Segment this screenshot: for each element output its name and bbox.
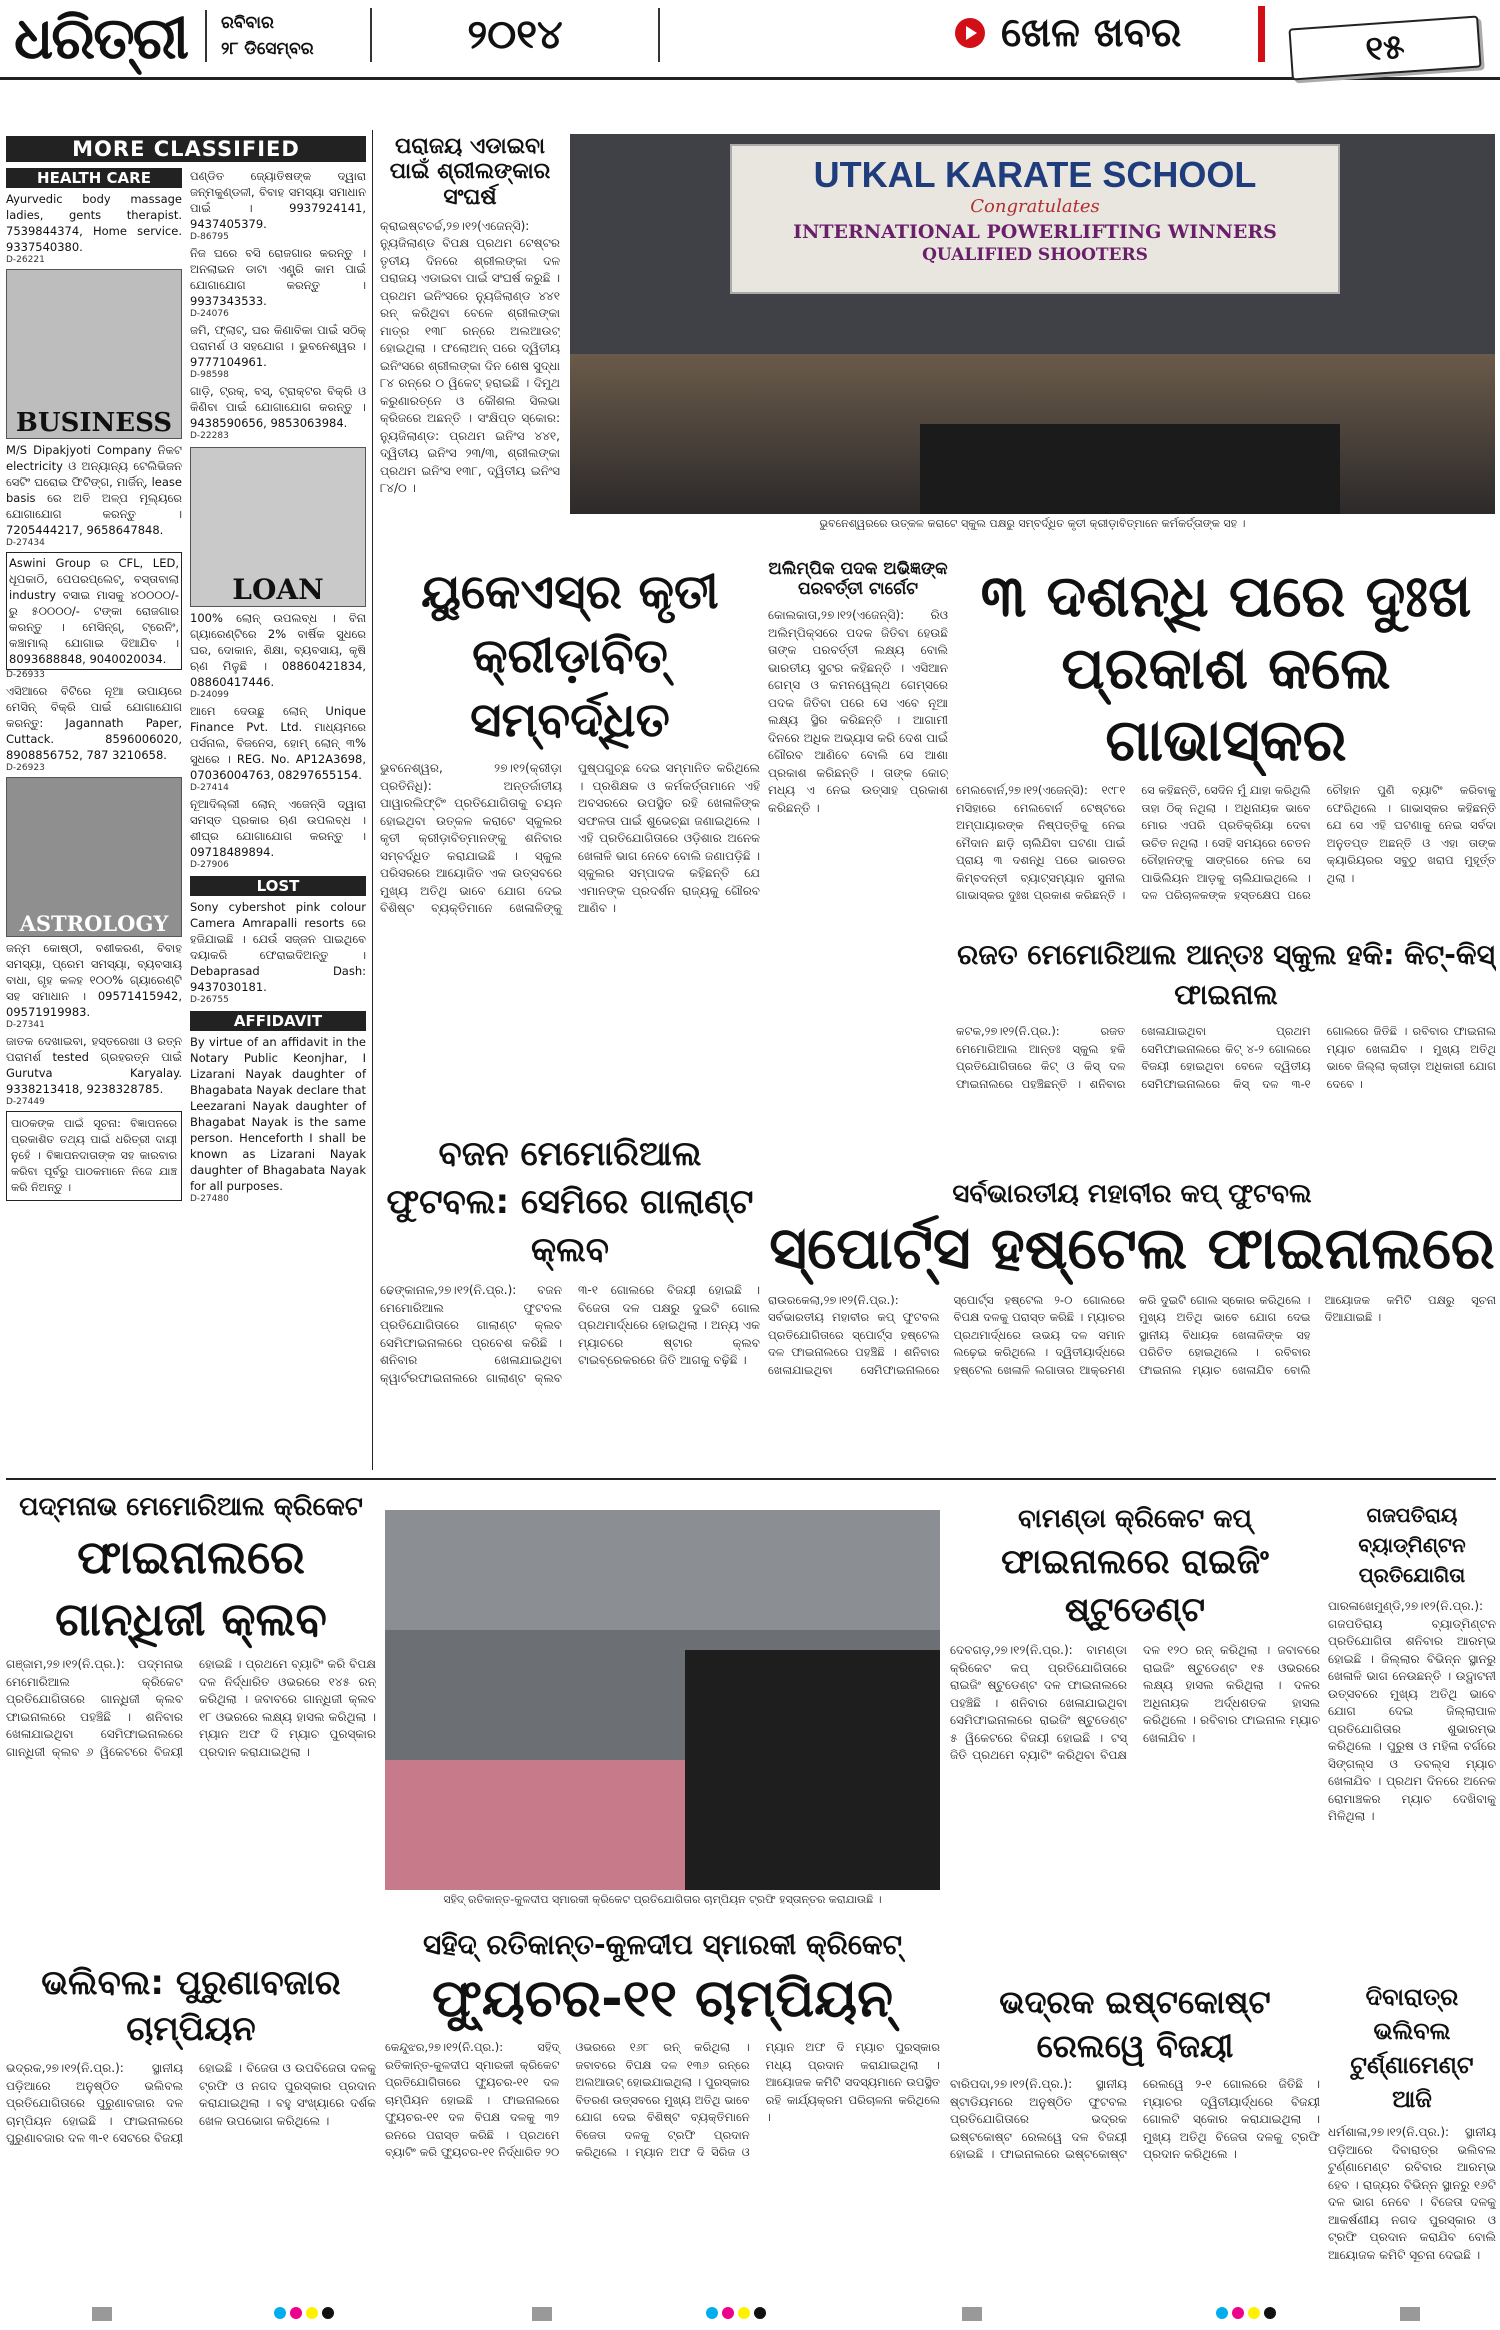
- print-registration-strip: [0, 2296, 1500, 2330]
- article-rajat: [956, 935, 1496, 1175]
- ad-code: D-26923: [6, 763, 45, 773]
- section-rule: [6, 1478, 1496, 1480]
- article-body: ଦେବଗଡ଼,୨୭।୧୨(ନି.ପ୍ର.): ବାମଣ୍ଡା କ୍ରିକେଟ କପ୍ ପ୍ରତିଯୋଗିତାରେ ରାଇଜିଂ ଷ୍ଟୁଡେଣ୍ଟ ଦଳ ଫାଇନାଲରେ ପହଞ୍ଚିଛି । ଶନିବାର ଖେଳାଯାଇଥିବା ସେମିଫାଇନାଲରେ ରାଇଜିଂ ଷ୍ଟୁଡେଣ୍ଟ ୫ ୱିକେଟରେ ବିଜୟୀ ହୋଇଛି । ଟସ୍ ଜିତି ପ୍ରଥମେ ବ୍ୟାଟିଂ କରିଥିବା ବିପକ୍ଷ ଦଳ ୧୨୦ ରନ୍ କରିଥିଲା । ଜବାବରେ ରାଇଜିଂ ଷ୍ଟୁଡେଣ୍ଟ ୧୫ ଓଭରରେ ଲକ୍ଷ୍ୟ ହାସଲ କରିଥିଲା । ଦଳର ଅଧିନାୟକ ଅର୍ଦ୍ଧଶତକ ହାସଲ କରିଥିଲେ । ରବିବାର ଫାଇନାଲ ମ୍ୟାଚ ଖେଳାଯିବ ।: [950, 1643, 1320, 1762]
- day-label: ରବିବାର: [221, 13, 274, 33]
- article-olympic: [768, 560, 948, 990]
- misc-ad: ଗାଡ଼ି, ଟ୍ରକ୍, ବସ୍, ଟ୍ରାକ୍ଟର ବିକ୍ରି ଓ କିଣିବା ପାଇଁ ଯୋଗାଯୋଗ କରନ୍ତୁ । 9438590656, 9853063984.: [190, 384, 366, 430]
- article-dibaratri: [1328, 1980, 1496, 2290]
- business-ad-image: [6, 269, 182, 439]
- cyan-dot-icon: [1216, 2307, 1228, 2319]
- loan-label: LOAN: [232, 573, 324, 606]
- registration-block: [1400, 2307, 1420, 2321]
- magenta-dot-icon: [722, 2307, 734, 2319]
- banner-congrats: Congratulates: [970, 196, 1100, 217]
- headline: ଫାଇନାଲରେ ରାଇଜିଂ ଷ୍ଟୁଡେଣ୍ଟ: [1001, 1542, 1269, 1630]
- headline: ପରାଜୟ ଏଡାଇବା ପାଇଁ ଶ୍ରୀଲଙ୍କାର ସଂଘର୍ଷ: [389, 134, 551, 210]
- kicker: ବାମଣ୍ଡା କ୍ରିକେଟ କପ୍: [1018, 1504, 1252, 1534]
- article-body: ଢେଙ୍କାନାଳ,୨୭।୧୨(ନି.ପ୍ର.): ବଜନ ମେମୋରିଆଲ ଫୁଟବଲ ପ୍ରତିଯୋଗିତାରେ ଗାଲାଣ୍ଟ କ୍ଲବ ସେମିଫାଇନାଲରେ ପ୍ରବେଶ କରିଛି । ଶନିବାର ଖେଳାଯାଇଥିବା କ୍ୱାର୍ଟରଫାଇନାଲରେ ଗାଲାଣ୍ଟ କ୍ଲବ ୩-୧ ଗୋଲରେ ବିଜୟୀ ହୋଇଛି । ବିଜେତା ଦଳ ପକ୍ଷରୁ ଦୁଇଟି ଗୋଲ ପ୍ରଥମାର୍ଦ୍ଧରେ ହୋଇଥିଲା । ଅନ୍ୟ ଏକ ମ୍ୟାଚରେ ଷ୍ଟାର କ୍ଲବ ଟାଇବ୍ରେକରରେ ଜିତି ଆଗକୁ ବଢ଼ିଛି ।: [380, 1283, 760, 1385]
- classified-header: [6, 136, 366, 162]
- article-bhadrak: [950, 1980, 1320, 2290]
- yellow-dot-icon: [306, 2307, 318, 2319]
- misc-ad: ନିଜ ଘରେ ବସି ରୋଜଗାର କରନ୍ତୁ । ଅନଲାଇନ ଡାଟା ଏଣ୍ଟ୍ରି କାମ ପାଇଁ ଯୋଗାଯୋଗ କରନ୍ତୁ । 9937343533.: [190, 246, 366, 308]
- magenta-dot-icon: [290, 2307, 302, 2319]
- magenta-dot-icon: [1232, 2307, 1244, 2319]
- article-gavaskar: [956, 560, 1496, 910]
- black-dot-icon: [1264, 2307, 1276, 2319]
- article-gajapati: [1328, 1500, 1496, 1970]
- aswini-ad: Aswini Group ର CFL, LED, ଧୂପକାଠି, ପେପରପ୍ଲେଟ୍, ବସ୍ତାବାଲା industry ବସାଇ ମାସକୁ ୪୦୦୦୦/- ରୁ ୫୦୦୦୦/- ଟଙ୍କା ରୋଜଗାର କରନ୍ତୁ । ମେସିନ୍ଗ୍, ଟ୍ରେନିଂ, କଞ୍ଚାମାଲ୍ ଯୋଗାଇ ଦିଆଯିବ । 8093688848, 9040020034.: [6, 552, 182, 670]
- article-body: କଟକ,୨୭।୧୨(ନି.ପ୍ର.): ରଜତ ମେମୋରିଆଲ ଆନ୍ତଃ ସ୍କୁଲ ହକି ପ୍ରତିଯୋଗିତାରେ କିଟ୍ ଓ କିସ୍ ଦଳ ଫାଇନାଲରେ ପହଞ୍ଚିଛନ୍ତି । ଶନିବାର ଖେଳାଯାଇଥିବା ପ୍ରଥମ ସେମିଫାଇନାଲରେ କିଟ୍ ୪-୨ ଗୋଲରେ ବିଜୟୀ ହୋଇଥିବା ବେଳେ ଦ୍ୱିତୀୟ ସେମିଫାଇନାଲରେ କିସ୍ ଦଳ ୩-୧ ଗୋଲରେ ଜିତିଛି । ରବିବାର ଫାଇନାଲ ମ୍ୟାଚ ଖେଳାଯିବ । ମୁଖ୍ୟ ଅତିଥି ଭାବେ ଜିଲ୍ଲା କ୍ରୀଡ଼ା ଅଧିକାରୀ ଯୋଗ ଦେବେ ।: [956, 1024, 1496, 1091]
- photo-tablecloth: [385, 1760, 685, 1890]
- headline: ରଜତ ମେମୋରିଆଲ ଆନ୍ତଃ ସ୍କୁଲ ହକି: କିଟ୍-କିସ୍ ଫାଇନାଲ: [957, 938, 1495, 1011]
- column-rule: [372, 130, 373, 1470]
- article-volley-purunabazar: [6, 1960, 376, 2290]
- jagannath-ad: ଏସିଆରେ ବିଟିରେ ନୂଆ ଉପାୟରେ ମେସିନ୍ ବିକ୍ରି ପାଇଁ ଯୋଗାଯୋଗ କରନ୍ତୁ: Jagannath Paper, Cuttack. 8596006020, 8908856752, 787 3210658.: [6, 684, 182, 762]
- article-body: ଗଞ୍ଜାମ,୨୭।୧୨(ନି.ପ୍ର.): ପଦ୍ମନାଭ ମେମୋରିଆଲ କ୍ରିକେଟ ପ୍ରତିଯୋଗିତାରେ ଗାନ୍ଧିଜୀ କ୍ଲବ ଫାଇନାଲରେ ପହଞ୍ଚିଛି । ଶନିବାର ଖେଳାଯାଇଥିବା ସେମିଫାଇନାଲରେ ଗାନ୍ଧିଜୀ କ୍ଲବ ୬ ୱିକେଟରେ ବିଜୟୀ ହୋଇଛି । ପ୍ରଥମେ ବ୍ୟାଟିଂ କରି ବିପକ୍ଷ ଦଳ ନିର୍ଦ୍ଧାରିତ ଓଭରରେ ୧୪୫ ରନ୍ କରିଥିଲା । ଜବାବରେ ଗାନ୍ଧିଜୀ କ୍ଲବ ୧୮ ଓଭରରେ ଲକ୍ଷ୍ୟ ହାସଲ କରିଥିଲା । ମ୍ୟାନ ଅଫ ଦି ମ୍ୟାଚ ପୁରସ୍କାର ପ୍ରଦାନ କରାଯାଇଥିଲା ।: [6, 1657, 376, 1759]
- karate-photo: [570, 134, 1495, 514]
- headline: ସ୍ପୋର୍ଟ୍ସ ହଷ୍ଟେଲ ଫାଇନାଲରେ: [769, 1213, 1495, 1282]
- photo-table: [920, 424, 1340, 514]
- lost-title: LOST: [190, 876, 366, 896]
- ad-code: D-86795: [190, 232, 229, 242]
- loan-agency-ad: ନୂଆଦିଲ୍ଲୀ ଲୋନ୍ ଏଜେନ୍ସି ଦ୍ୱାରା ସମସ୍ତ ପ୍ରକାର ଋଣ ଉପଲବ୍ଧ । ଶୀଘ୍ର ଯୋଗାଯୋଗ କରନ୍ତୁ । 09718489894.: [190, 797, 366, 859]
- photo-caption: ସହିଦ୍ ରତିକାନ୍ତ-କୁଳଦୀପ ସ୍ମାରକୀ କ୍ରିକେଟ ପ୍ରତିଯୋଗିତାର ଚାମ୍ପିୟନ ଟ୍ରଫି ହସ୍ତାନ୍ତର କରାଯାଉଛି ।: [443, 1893, 882, 1906]
- ad-code: D-22283: [190, 431, 229, 441]
- ad-code: D-24099: [190, 690, 229, 700]
- article-body: କ୍ରାଇଷ୍ଟଚର୍ଚ୍ଚ,୨୭।୧୨(ଏଜେନ୍ସି): ନ୍ୟୁଜିଲାଣ୍ଡ ବିପକ୍ଷ ପ୍ରଥମ ଟେଷ୍ଟର ତୃତୀୟ ଦିନରେ ଶ୍ରୀଲଙ୍କା ଦଳ ପରାଜୟ ଏଡାଇବା ପାଇଁ ସଂଘର୍ଷ କରୁଛି । ପ୍ରଥମ ଇନିଂସରେ ନ୍ୟୁଜିଲାଣ୍ଡ ୪୪୧ ରନ୍ କରିଥିବା ବେଳେ ଶ୍ରୀଲଙ୍କା ମାତ୍ର ୧୩୮ ରନ୍‌ରେ ଅଲଆଉଟ୍ ହୋଇଥିଲା । ଫଲୋଅନ୍ ପରେ ଦ୍ୱିତୀୟ ଇନିଂସରେ ଶ୍ରୀଲଙ୍କା ଦିନ ଶେଷ ସୁଦ୍ଧା ୮୪ ରନ୍‌ରେ ୦ ୱିକେଟ୍ ହରାଇଛି । ଦିମୁଥ କରୁଣାରତ୍ନେ ଓ କୌଶଲ ସିଲଭା କ୍ରିଜରେ ଅଛନ୍ତି । ସଂକ୍ଷିପ୍ତ ସ୍କୋର: ନ୍ୟୁଜିଲାଣ୍ଡ: ପ୍ରଥମ ଇନିଂସ ୪୪୧, ଦ୍ୱିତୀୟ ଇନିଂସ ୨୩/୩, ଶ୍ରୀଲଙ୍କା ପ୍ରଥମ ଇନିଂସ ୧୩୮, ଦ୍ୱିତୀୟ ଇନିଂସ ୮୪/୦ ।: [380, 218, 560, 496]
- banner-shooters: QUALIFIED SHOOTERS: [922, 245, 1148, 265]
- year-label: ୨୦୧୪: [370, 8, 660, 62]
- ad-code: D-27341: [6, 1020, 45, 1030]
- color-dots: [1214, 2304, 1278, 2323]
- article-padmanabha: [6, 1488, 376, 1948]
- registration-block: [962, 2307, 982, 2321]
- ad-code: D-27434: [6, 538, 45, 548]
- loan-ad-image: [190, 447, 366, 607]
- color-dots: [704, 2304, 768, 2323]
- article-sarbabharatiya: [768, 1180, 1496, 1470]
- article-body: କୋଲକାତା,୨୭।୧୨(ଏଜେନ୍ସି): ରିଓ ଅଲିମ୍ପିକ୍ସରେ ପଦକ ଜିତିବା ହେଉଛି ତାଙ୍କ ପରବର୍ତ୍ତୀ ଲକ୍ଷ୍ୟ ବୋଲି ଭାରତୀୟ ସୁଟର କହିଛନ୍ତି । ଏସିଆନ ଗେମ୍ସ ଓ କମନୱେଲ୍‌ଥ ଗେମ୍ସରେ ପଦକ ଜିତିବା ପରେ ସେ ଏବେ ନୂଆ ଲକ୍ଷ୍ୟ ସ୍ଥିର କରିଛନ୍ତି । ଆଗାମୀ ଦିନରେ ଅଧିକ ଅଭ୍ୟାସ କରି ଦେଶ ପାଇଁ ଗୌରବ ଆଣିବେ ବୋଲି ସେ ଆଶା ପ୍ରକାଶ କରିଛନ୍ତି । ତାଙ୍କ କୋଚ୍ ମଧ୍ୟ ଏ ନେଇ ଉତ୍ସାହ ପ୍ରକାଶ କରିଛନ୍ତି ।: [768, 608, 948, 815]
- article-bajan: [380, 1130, 760, 1470]
- kicker: ପଦ୍ମନାଭ ମେମୋରିଆଲ କ୍ରିକେଟ: [19, 1492, 363, 1522]
- banner-school: UTKAL KARATE SCHOOL: [813, 154, 1257, 195]
- issue-date: [205, 10, 355, 62]
- yellow-dot-icon: [1248, 2307, 1260, 2319]
- section-label: ଖେଳ ଖବର: [1001, 10, 1182, 56]
- ad-code: D-26755: [190, 995, 229, 1005]
- classified-column-b: [190, 168, 366, 1468]
- article-body: ମେଲବୋର୍ନ,୨୭।୧୨(ଏଜେନ୍ସି): ୧୯୮୧ ମସିହାରେ ମେଲବୋର୍ନ ଟେଷ୍ଟରେ ଅମ୍ପାୟାରଙ୍କ ନିଷ୍ପତ୍ତିକୁ ନେଇ ମୈଦାନ ଛାଡ଼ି ଚାଲିଯିବା ଘଟଣା ପାଇଁ ପ୍ରାୟ ୩ ଦଶନ୍ଧି ପରେ ଭାରତର କିମ୍ବଦନ୍ତୀ ବ୍ୟାଟ୍ସମ୍ୟାନ ସୁନୀଲ ଗାଭାସ୍କର ଦୁଃଖ ପ୍ରକାଶ କରିଛନ୍ତି । ସେ କହିଛନ୍ତି, ସେଦିନ ମୁଁ ଯାହା କରିଥିଲି ତାହା ଠିକ୍ ନଥିଲା । ଅଧିନାୟକ ଭାବେ ମୋର ଏପରି ପ୍ରତିକ୍ରିୟା ଦେବା ଉଚିତ ନଥିଲା । ସେହି ସମୟରେ ଚେତନ ଚୌହାନଙ୍କୁ ସାଙ୍ଗରେ ନେଇ ସେ ପାଭିଲିୟନ ଆଡ଼କୁ ଚାଲିଯାଇଥିଲେ । ଦଳ ପରିଚାଳକଙ୍କ ହସ୍ତକ୍ଷେପ ପରେ ଚୌହାନ ପୁଣି ବ୍ୟାଟିଂ କରିବାକୁ ଫେରିଥିଲେ । ଗାଭାସ୍କର କହିଛନ୍ତି ଯେ ସେ ଏହି ଘଟଣାକୁ ନେଇ ସର୍ବଦା ଅନୁତପ୍ତ ଅଛନ୍ତି ଓ ଏହା ତାଙ୍କ କ୍ୟାରିୟରର ସବୁଠୁ ଖରାପ ମୁହୂର୍ତ୍ତ ଥିଲା ।: [956, 783, 1496, 902]
- business-ad: M/S Dipakjyoti Company ନିକଟ electricity ଓ ଅନ୍ୟାନ୍ୟ ଟେଲିଭିଜନ ସେଟିଂ ଘରୋଇ ଫିଟିଙ୍ଗ, ମାର୍ଜିନ୍, lease basis ରେ ଅତି ଅଳ୍ପ ମୂଲ୍ୟରେ ଯୋଗାଯୋଗ କରନ୍ତୁ । 7205444217, 9658647848.: [6, 443, 182, 537]
- health-care-ad: Ayurvedic body massage ladies, gents therapist. 7539844374, Home service. 9337540380.: [6, 192, 182, 254]
- black-dot-icon: [754, 2307, 766, 2319]
- misc-ad: ଜମି, ଫ୍ଲାଟ୍, ଘର କିଣାବିକା ପାଇଁ ସଠିକ୍ ପରାମର୍ଶ ଓ ସହଯୋଗ । ଭୁବନେଶ୍ୱର । 9777104961.: [190, 323, 366, 369]
- registration-block: [92, 2307, 112, 2321]
- article-body: ଭଦ୍ରକ,୨୭।୧୨(ନି.ପ୍ର.): ସ୍ଥାନୀୟ ପଡ଼ିଆରେ ଅନୁଷ୍ଠିତ ଭଲିବଲ ପ୍ରତିଯୋଗିତାରେ ପୁରୁଣାବଜାର ଦଳ ଚାମ୍ପିୟନ ହୋଇଛି । ଫାଇନାଲରେ ପୁରୁଣାବଜାର ଦଳ ୩-୧ ସେଟରେ ବିଜୟୀ ହୋଇଛି । ବିଜେତା ଓ ଉପବିଜେତା ଦଳକୁ ଟ୍ରଫି ଓ ନଗଦ ପୁରସ୍କାର ପ୍ରଦାନ କରାଯାଇଥିଲା । ବହୁ ସଂଖ୍ୟାରେ ଦର୍ଶକ ଖେଳ ଉପଭୋଗ କରିଥିଲେ ।: [6, 2061, 376, 2145]
- astrology-ad: ଜନ୍ମ କୋଷ୍ଠୀ, ବଶୀକରଣ, ବିବାହ ସମସ୍ୟା, ପ୍ରେମ ସମସ୍ୟା, ବ୍ୟବସାୟ ବାଧା, ଗୃହ କଳହ ୧୦୦% ଗ୍ୟାରେଣ୍ଟି ସହ ସମାଧାନ । 09571415942, 09571919983.: [6, 941, 182, 1019]
- astrology-ad-image: [6, 777, 182, 937]
- banner-winners: INTERNATIONAL POWERLIFTING WINNERS: [793, 221, 1277, 243]
- ad-code: D-27480: [190, 1194, 229, 1204]
- ad-code: D-27449: [6, 1097, 45, 1107]
- headline: ବଜନ ମେମୋରିଆଲ ଫୁଟବଲ: ସେମିରେ ଗାଲାଣ୍ଟ କ୍ଲବ: [386, 1134, 754, 1270]
- headline: ଅଲିମ୍ପିକ ପଦକ ଅଭିଜ୍ଞଙ୍କ ପରବର୍ତ୍ତୀ ଟାର୍ଗେଟ: [768, 560, 948, 599]
- play-bullet-icon: [955, 18, 985, 48]
- health-care-title: HEALTH CARE: [6, 168, 182, 188]
- cyan-dot-icon: [706, 2307, 718, 2319]
- article-body: ଭୁବନେଶ୍ୱର, ୨୭।୧୨(କ୍ରୀଡ଼ା ପ୍ରତିନିଧି): ଅନ୍ତର୍ଜାତୀୟ ପାୱାରଲିଫ୍ଟିଂ ପ୍ରତିଯୋଗିତାକୁ ଚୟନ ହୋଇଥିବା ଉତ୍କଳ କରାଟେ ସ୍କୁଲର କୃତୀ କ୍ରୀଡ଼ାବିତ୍‌ମାନଙ୍କୁ ଶନିବାର ସମ୍ବର୍ଦ୍ଧିତ କରାଯାଇଛି । ସ୍କୁଲ ପରିସରରେ ଆୟୋଜିତ ଏକ ଉତ୍ସବରେ ମୁଖ୍ୟ ଅତିଥି ଭାବେ ଯୋଗ ଦେଇ ବିଶିଷ୍ଟ ବ୍ୟକ୍ତିମାନେ ଖେଳାଳିଙ୍କୁ ପୁଷ୍ପଗୁଚ୍ଛ ଦେଇ ସମ୍ମାନିତ କରିଥିଲେ । ପ୍ରଶିକ୍ଷକ ଓ କର୍ମକର୍ତ୍ତାମାନେ ଏହି ଅବସରରେ ଉପସ୍ଥିତ ରହି ଖେଳାଳିଙ୍କ ସଫଳତା ପାଇଁ ଶୁଭେଚ୍ଛା ଜଣାଇଥିଲେ । ଏହି ପ୍ରତିଯୋଗିତାରେ ଓଡ଼ିଶାର ଅନେକ ଖେଳାଳି ଭାଗ ନେବେ ବୋଲି ଜଣାପଡ଼ିଛି । ସ୍କୁଲର ସମ୍ପାଦକ କହିଛନ୍ତି ଯେ ଏମାନଙ୍କ ପ୍ରଦର୍ଶନ ରାଜ୍ୟକୁ ଗୌରବ ଆଣିବ ।: [380, 761, 760, 915]
- article-body: ରାଉରକେଲା,୨୭।୧୨(ନି.ପ୍ର.): ସର୍ବଭାରତୀୟ ମହାବୀର କପ୍ ଫୁଟବଲ ପ୍ରତିଯୋଗିତାରେ ସ୍ପୋର୍ଟ୍ସ ହଷ୍ଟେଲ ଦଳ ଫାଇନାଲରେ ପହଞ୍ଚିଛି । ଶନିବାର ଖେଳାଯାଇଥିବା ସେମିଫାଇନାଲରେ ସ୍ପୋର୍ଟ୍ସ ହଷ୍ଟେଲ ୨-୦ ଗୋଲରେ ବିପକ୍ଷ ଦଳକୁ ପରାସ୍ତ କରିଛି । ମ୍ୟାଚର ପ୍ରଥମାର୍ଦ୍ଧରେ ଉଭୟ ଦଳ ସମାନ ଲଢ଼େଇ କରିଥିଲେ । ଦ୍ୱିତୀୟାର୍ଦ୍ଧରେ ହଷ୍ଟେଲ ଖେଳାଳି ଲଗାତାର ଆକ୍ରମଣ କରି ଦୁଇଟି ଗୋଲ ସ୍କୋର କରିଥିଲେ । ମୁଖ୍ୟ ଅତିଥି ଭାବେ ଯୋଗ ଦେଇ ସ୍ଥାନୀୟ ବିଧାୟକ ଖେଳାଳିଙ୍କ ସହ ପରିଚିତ ହୋଇଥିଲେ । ରବିବାର ଫାଇନାଲ ମ୍ୟାଚ ଖେଳାଯିବ ବୋଲି ଆୟୋଜକ କମିଟି ପକ୍ଷରୁ ସୂଚନା ଦିଆଯାଇଛି ।: [768, 1292, 1496, 1377]
- lost-ad: Sony cybershot pink colour Camera Amrapalli resorts ରେ ହଜିଯାଇଛି । ଯେଉଁ ସଜ୍ଜନ ପାଇଥିବେ ଦୟାକରି ଫେରାଇଦିଅନ୍ତୁ । Debaprasad Dash: 9437030181.: [190, 900, 366, 994]
- headline: ଭଲିବଲ: ପୁରୁଣାବଜାର ଚାମ୍ପିୟନ: [41, 1963, 341, 2049]
- loan-ad: 100% ଲୋନ୍ ଉପଲବ୍ଧ । ବିନା ଗ୍ୟାରେଣ୍ଟିରେ 2% ବାର୍ଷିକ ସୁଧରେ ଘର, ଦୋକାନ, ଶିକ୍ଷା, ବ୍ୟବସାୟ, କୃଷି ଋଣ ମିଳୁଛି । 08860421834, 08860417446.: [190, 611, 366, 689]
- affidavit-ad: By virtue of an affidavit in the Notary Public Keonjhar, I Lizarani Nayak daughter of Bhagabata Nayak declare that Leezarani Nayak daughter of Bhagabat Nayak is the same person. Henceforth I shall be known as Lizarani Nayak daughter of Bhagabata Nayak for all purposes.: [190, 1035, 366, 1193]
- ad-code: D-26221: [6, 255, 45, 265]
- article-body: ବାରିପଦା,୨୭।୧୨(ନି.ପ୍ର.): ସ୍ଥାନୀୟ ଷ୍ଟାଡିୟମରେ ଅନୁଷ୍ଠିତ ଫୁଟବଲ ପ୍ରତିଯୋଗିତାରେ ଭଦ୍ରକ ଇଷ୍ଟକୋଷ୍ଟ ରେଲୱେ ଦଳ ବିଜୟୀ ହୋଇଛି । ଫାଇନାଲରେ ଇଷ୍ଟକୋଷ୍ଟ ରେଲୱେ ୨-୧ ଗୋଲରେ ଜିତିଛି । ମ୍ୟାଚର ଦ୍ୱିତୀୟାର୍ଦ୍ଧରେ ବିଜୟୀ ଗୋଲଟି ସ୍କୋର କରାଯାଇଥିଲା । ମୁଖ୍ୟ ଅତିଥି ବିଜେତା ଦଳକୁ ଟ୍ରଫି ପ୍ରଦାନ କରିଥିଲେ ।: [950, 2077, 1320, 2161]
- photo-background: [385, 1510, 940, 1630]
- gurutva-ad: ଜାତକ ଦେଖାଇବା, ହସ୍ତରେଖା ଓ ରତ୍ନ ପରାମର୍ଶ tested ଗ୍ରହରତ୍ନ ପାଇଁ Gurutva Karyalay. 9338213418, 9238328785.: [6, 1034, 182, 1096]
- classified-column-a: [6, 168, 182, 1468]
- article-body: କେନ୍ଦୁଝର,୨୭।୧୨(ନି.ପ୍ର.): ସହିଦ୍ ରତିକାନ୍ତ-କୁଳଦୀପ ସ୍ମାରକୀ କ୍ରିକେଟ ପ୍ରତିଯୋଗିତାରେ ଫ୍ୟୁଚର-୧୧ ଦଳ ଚାମ୍ପିୟନ ହୋଇଛି । ଫାଇନାଲରେ ଫ୍ୟୁଚର-୧୧ ଦଳ ବିପକ୍ଷ ଦଳକୁ ୩୨ ରନରେ ପରାସ୍ତ କରିଛି । ପ୍ରଥମେ ବ୍ୟାଟିଂ କରି ଫ୍ୟୁଚର-୧୧ ନିର୍ଦ୍ଧାରିତ ୨୦ ଓଭରରେ ୧୬୮ ରନ୍ କରିଥିଲା । ଜବାବରେ ବିପକ୍ଷ ଦଳ ୧୩୬ ରନ୍‌ରେ ଅଲଆଉଟ୍ ହୋଇଯାଇଥିଲା । ପୁରସ୍କାର ବିତରଣ ଉତ୍ସବରେ ମୁଖ୍ୟ ଅତିଥି ଭାବେ ଯୋଗ ଦେଇ ବିଶିଷ୍ଟ ବ୍ୟକ୍ତିମାନେ ବିଜେତା ଦଳକୁ ଟ୍ରଫି ପ୍ରଦାନ କରିଥିଲେ । ମ୍ୟାନ ଅଫ ଦି ସିରିଜ ଓ ମ୍ୟାନ ଅଫ ଦି ମ୍ୟାଚ ପୁରସ୍କାର ମଧ୍ୟ ପ୍ରଦାନ କରାଯାଇଥିଲା । ଆୟୋଜକ କମିଟି ସଦସ୍ୟମାନେ ଉପସ୍ଥିତ ରହି କାର୍ଯ୍ୟକ୍ରମ ପରିଚାଳନା କରିଥିଲେ ।: [385, 2040, 940, 2159]
- headline: ଭଦ୍ରକ ଇଷ୍ଟକୋଷ୍ଟ ରେଲୱେ ବିଜୟୀ: [999, 1983, 1271, 2065]
- ad-code: D-26933: [6, 670, 45, 680]
- ad-code: D-98598: [190, 370, 229, 380]
- yellow-dot-icon: [738, 2307, 750, 2319]
- article-sahid: [385, 1925, 940, 2290]
- cricket-trophy-photo: [385, 1510, 940, 1890]
- business-label: BUSINESS: [15, 408, 173, 438]
- photo-caption: ଭୁବନେଶ୍ୱରରେ ଉତ୍କଳ କରାଟେ ସ୍କୁଲ ପକ୍ଷରୁ ସମ୍ବର୍ଦ୍ଧିତ କୃତୀ କ୍ରୀଡ଼ାବିତ୍‌ମାନେ କର୍ମକର୍ତ୍ତାଙ୍କ ସହ ।: [819, 517, 1246, 530]
- kicker: ସର୍ବଭାରତୀୟ ମହାବୀର କପ୍ ଫୁଟବଲ: [952, 1180, 1312, 1209]
- date-label: ୨୮ ଡିସେମ୍ବର: [221, 39, 314, 59]
- misc-ad: ପଣ୍ଡିତ ଜ୍ୟୋତିଷଙ୍କ ଦ୍ୱାରା ଜନ୍ମକୁଣ୍ଡଳୀ, ବିବାହ ସମସ୍ୟା ସମାଧାନ ପାଇଁ । 9937924141, 9437405379.: [190, 169, 366, 231]
- headline: ଫ୍ୟୁଚର-୧୧ ଚାମ୍ପିୟନ୍: [431, 1969, 894, 2029]
- cyan-dot-icon: [274, 2307, 286, 2319]
- headline: ଦିବାରାତ୍ର ଭଲିବଲ ଟୁର୍ଣ୍ଣାମେଣ୍ଟ ଆଜି: [1350, 1983, 1474, 2113]
- photo-people: [685, 1650, 940, 1890]
- newspaper-logo: ଧରିତ୍ରୀ: [14, 4, 188, 72]
- affidavit-title: AFFIDAVIT: [190, 1011, 366, 1031]
- ad-code: D-27414: [190, 783, 229, 793]
- photo-banner: [730, 144, 1340, 294]
- black-dot-icon: [322, 2307, 334, 2319]
- article-lanka: [380, 134, 560, 544]
- registration-block: [532, 2307, 552, 2321]
- section-title: [955, 10, 1181, 56]
- masthead: [0, 0, 1500, 80]
- kicker: ସହିଦ୍ ରତିକାନ୍ତ-କୁଳଦୀପ ସ୍ମାରକୀ କ୍ରିକେଟ୍: [422, 1928, 903, 1961]
- unique-finance-ad: ଆମେ ଦେଉଛୁ ଲୋନ୍ Unique Finance Pvt. Ltd. ମାଧ୍ୟମରେ ପର୍ସନାଲ, ବିଜନେସ, ହୋମ୍ ଲୋନ୍ ୩% ସୁଧରେ । REG. No. AP12A3698, 07036004763, 08297655154.: [190, 704, 366, 782]
- article-body: ପାରଳାଖେମୁଣ୍ଡି,୨୭।୧୨(ନି.ପ୍ର.): ଗଜପତିରାୟ ବ୍ୟାଡ୍ମିଣ୍ଟନ ପ୍ରତିଯୋଗିତା ଶନିବାର ଆରମ୍ଭ ହୋଇଛି । ଜିଲ୍ଲାର ବିଭିନ୍ନ ସ୍ଥାନରୁ ଖେଳାଳି ଭାଗ ନେଉଛନ୍ତି । ଉଦ୍ଘାଟନୀ ଉତ୍ସବରେ ମୁଖ୍ୟ ଅତିଥି ଭାବେ ଯୋଗ ଦେଇ ଜିଲ୍ଲାପାଳ ପ୍ରତିଯୋଗିତାର ଶୁଭାରମ୍ଭ କରିଥିଲେ । ପୁରୁଷ ଓ ମହିଳା ବର୍ଗରେ ସିଙ୍ଗଲ୍ସ ଓ ଡବଲ୍ସ ମ୍ୟାଚ ଖେଳାଯିବ । ପ୍ରଥମ ଦିନରେ ଅନେକ ରୋମାଞ୍ଚକର ମ୍ୟାଚ ଦେଖିବାକୁ ମିଳିଥିଲା ।: [1328, 1599, 1496, 1823]
- reader-notice: ପାଠକଙ୍କ ପାଇଁ ସୂଚନା: ବିଜ୍ଞାପନରେ ପ୍ରକାଶିତ ତଥ୍ୟ ପାଇଁ ଧରିତ୍ରୀ ଦାୟୀ ନୁହେଁ । ବିଜ୍ଞାପନଦାତାଙ୍କ ସହ କାରବାର କରିବା ପୂର୍ବରୁ ପାଠକମାନେ ନିଜେ ଯାଞ୍ଚ କରି ନିଅନ୍ତୁ ।: [6, 1111, 182, 1201]
- color-dots: [272, 2304, 336, 2323]
- ad-code: D-24076: [190, 309, 229, 319]
- headline: ୩ ଦଶନ୍ଧି ପରେ ଦୁଃଖ ପ୍ରକାଶ କଲେ ଗାଭାସ୍କର: [980, 562, 1472, 774]
- headline: ଗଜପତିରାୟ ବ୍ୟାଡ୍ମିଣ୍ଟନ ପ୍ରତିଯୋଗିତା: [1358, 1503, 1466, 1587]
- section-divider: [1258, 6, 1265, 62]
- astrology-label: ASTROLOGY: [19, 911, 169, 936]
- article-bamanda: [950, 1500, 1320, 1970]
- ad-code: D-27906: [190, 860, 229, 870]
- headline: ୟୁକେଏସ୍‌ର କୃତୀ କ୍ରୀଡ଼ାବିତ୍ ସମ୍ବର୍ଦ୍ଧିତ: [421, 564, 719, 748]
- classified-title: MORE CLASSIFIED: [6, 136, 366, 162]
- headline: ଫାଇନାଲରେ ଗାନ୍ଧିଜୀ କ୍ଲବ: [55, 1530, 327, 1646]
- page-number: ୧୫: [1288, 15, 1481, 80]
- article-body: ଧର୍ମଶାଳା,୨୭।୧୨(ନି.ପ୍ର.): ସ୍ଥାନୀୟ ପଡ଼ିଆରେ ଦିବାରାତ୍ର ଭଲିବଲ ଟୁର୍ଣ୍ଣାମେଣ୍ଟ ରବିବାର ଆରମ୍ଭ ହେବ । ରାଜ୍ୟର ବିଭିନ୍ନ ସ୍ଥାନରୁ ୧୬ଟି ଦଳ ଭାଗ ନେବେ । ବିଜେତା ଦଳକୁ ଆକର୍ଷଣୀୟ ନଗଦ ପୁରସ୍କାର ଓ ଟ୍ରଫି ପ୍ରଦାନ କରାଯିବ ବୋଲି ଆୟୋଜକ କମିଟି ସୂଚନା ଦେଇଛି ।: [1328, 2125, 1496, 2262]
